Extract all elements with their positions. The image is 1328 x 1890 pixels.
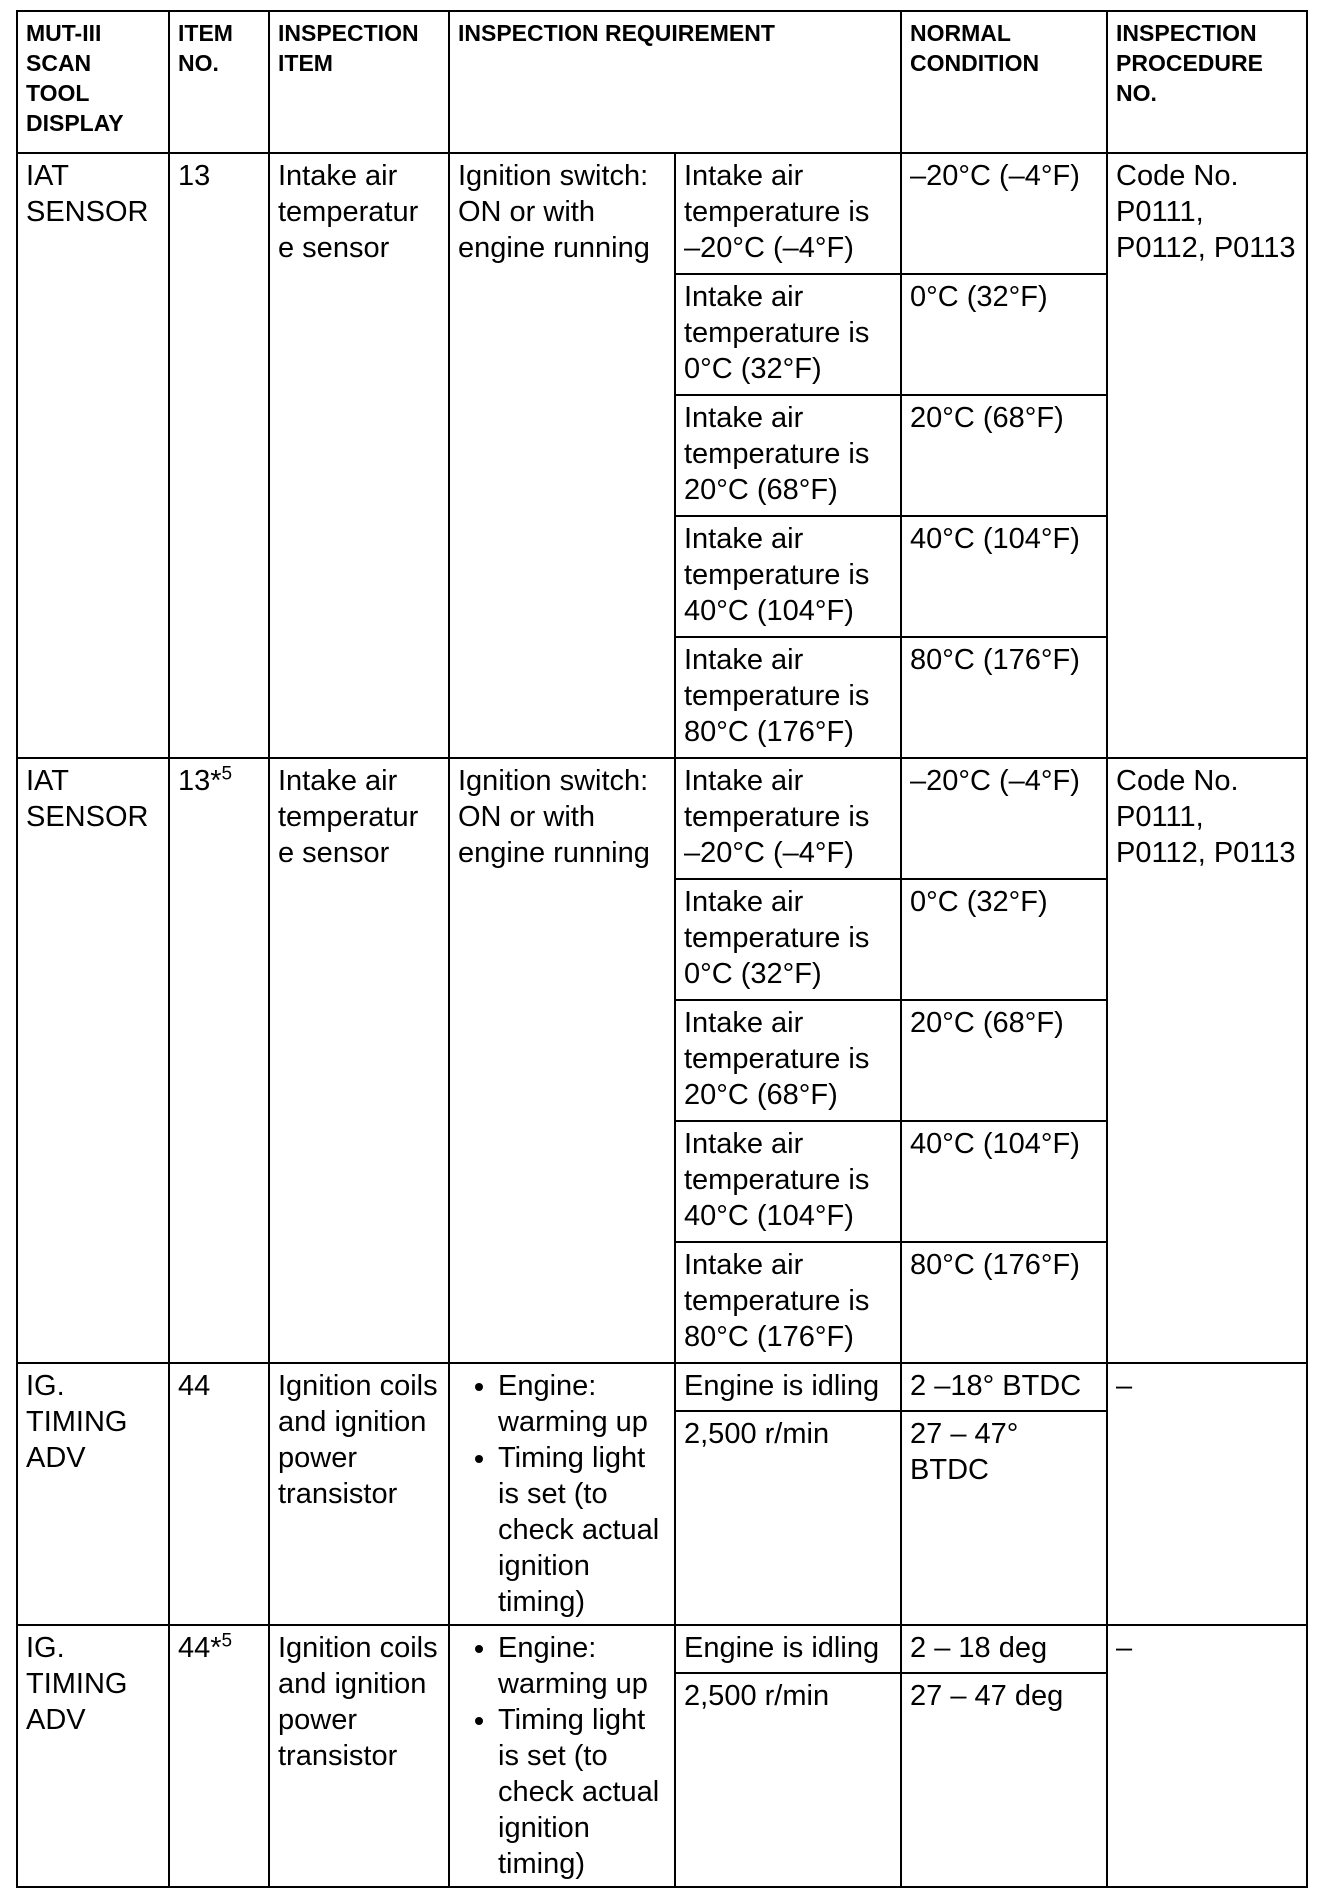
requirement-list [458, 1630, 666, 1882]
header-item-no: ITEM NO. [169, 11, 269, 153]
condition-state: Intake air temperature is 40°C (104°F) [675, 516, 901, 637]
requirement-cell [449, 1363, 675, 1625]
normal-condition: 80°C (176°F) [901, 637, 1107, 758]
header-procedure-no: INSPECTION PROCEDURE NO. [1107, 11, 1307, 153]
list-item: • Engine: warming up [498, 1368, 666, 1440]
condition-state: Intake air temperature is 0°C (32°F) [675, 879, 901, 1000]
header-inspection-item: INSPECTION ITEM [269, 11, 449, 153]
display-cell: IAT SENSOR [17, 153, 169, 758]
condition-state: Intake air temperature is 80°C (176°F) [675, 637, 901, 758]
condition-state: Intake air temperature is 20°C (68°F) [675, 1000, 901, 1121]
inspection-item-cell: Intake air temperatur e sensor [269, 153, 449, 758]
normal-condition: –20°C (–4°F) [901, 153, 1107, 274]
header-display: MUT-III SCAN TOOL DISPLAY [17, 11, 169, 153]
table-row [17, 1625, 1307, 1673]
table-row [17, 758, 1307, 879]
normal-condition: –20°C (–4°F) [901, 758, 1107, 879]
item-no-cell: 13*$^5$ [169, 758, 269, 1363]
normal-condition: 2 –18° BTDC [901, 1363, 1107, 1411]
item-no-cell: 13 [169, 153, 269, 758]
inspection-item-cell: Ignition coils and ignition power transistor [269, 1363, 449, 1625]
condition-state: Engine is idling [675, 1625, 901, 1673]
condition-state: Intake air temperature is 20°C (68°F) [675, 395, 901, 516]
display-cell: IG. TIMING ADV [17, 1625, 169, 1887]
list-item: • Engine: warming up [498, 1630, 666, 1702]
requirement-cell [449, 1625, 675, 1887]
normal-condition: 27 – 47° BTDC [901, 1411, 1107, 1625]
normal-condition: 80°C (176°F) [901, 1242, 1107, 1363]
condition-state: Intake air temperature is 40°C (104°F) [675, 1121, 901, 1242]
item-no-cell: 44*$^5$ [169, 1625, 269, 1887]
procedure-cell: – [1107, 1625, 1307, 1887]
normal-condition: 20°C (68°F) [901, 1000, 1107, 1121]
header-row [17, 11, 1307, 153]
procedure-cell: – [1107, 1363, 1307, 1625]
display-cell: IG. TIMING ADV [17, 1363, 169, 1625]
condition-state: 2,500 r/min [675, 1673, 901, 1887]
condition-state: Engine is idling [675, 1363, 901, 1411]
condition-state: Intake air temperature is 80°C (176°F) [675, 1242, 901, 1363]
display-cell: IAT SENSOR [17, 758, 169, 1363]
procedure-cell: Code No. P0111, P0112, P0113 [1107, 153, 1307, 758]
table-row [17, 153, 1307, 274]
condition-state: Intake air temperature is –20°C (–4°F) [675, 153, 901, 274]
header-requirement: INSPECTION REQUIREMENT [449, 11, 901, 153]
normal-condition: 0°C (32°F) [901, 274, 1107, 395]
condition-state: Intake air temperature is 0°C (32°F) [675, 274, 901, 395]
normal-condition: 0°C (32°F) [901, 879, 1107, 1000]
requirement-cell: Ignition switch: ON or with engine running [449, 153, 675, 758]
procedure-cell: Code No. P0111, P0112, P0113 [1107, 758, 1307, 1363]
normal-condition: 40°C (104°F) [901, 516, 1107, 637]
condition-state: 2,500 r/min [675, 1411, 901, 1625]
normal-condition: 27 – 47 deg [901, 1673, 1107, 1887]
inspection-item-cell: Intake air temperatur e sensor [269, 758, 449, 1363]
table-row [17, 1363, 1307, 1411]
condition-state: Intake air temperature is –20°C (–4°F) [675, 758, 901, 879]
item-no-cell: 44 [169, 1363, 269, 1625]
requirement-list [458, 1368, 666, 1620]
normal-condition: 40°C (104°F) [901, 1121, 1107, 1242]
inspection-item-cell: Ignition coils and ignition power transistor [269, 1625, 449, 1887]
normal-condition: 2 – 18 deg [901, 1625, 1107, 1673]
header-normal-condition: NORMAL CONDITION [901, 11, 1107, 153]
list-item: • Timing light is set (to check actual ignition timing) [498, 1702, 666, 1882]
list-item: • Timing light is set (to check actual ignition timing) [498, 1440, 666, 1620]
inspection-table [16, 10, 1308, 1888]
requirement-cell: Ignition switch: ON or with engine running [449, 758, 675, 1363]
normal-condition: 20°C (68°F) [901, 395, 1107, 516]
